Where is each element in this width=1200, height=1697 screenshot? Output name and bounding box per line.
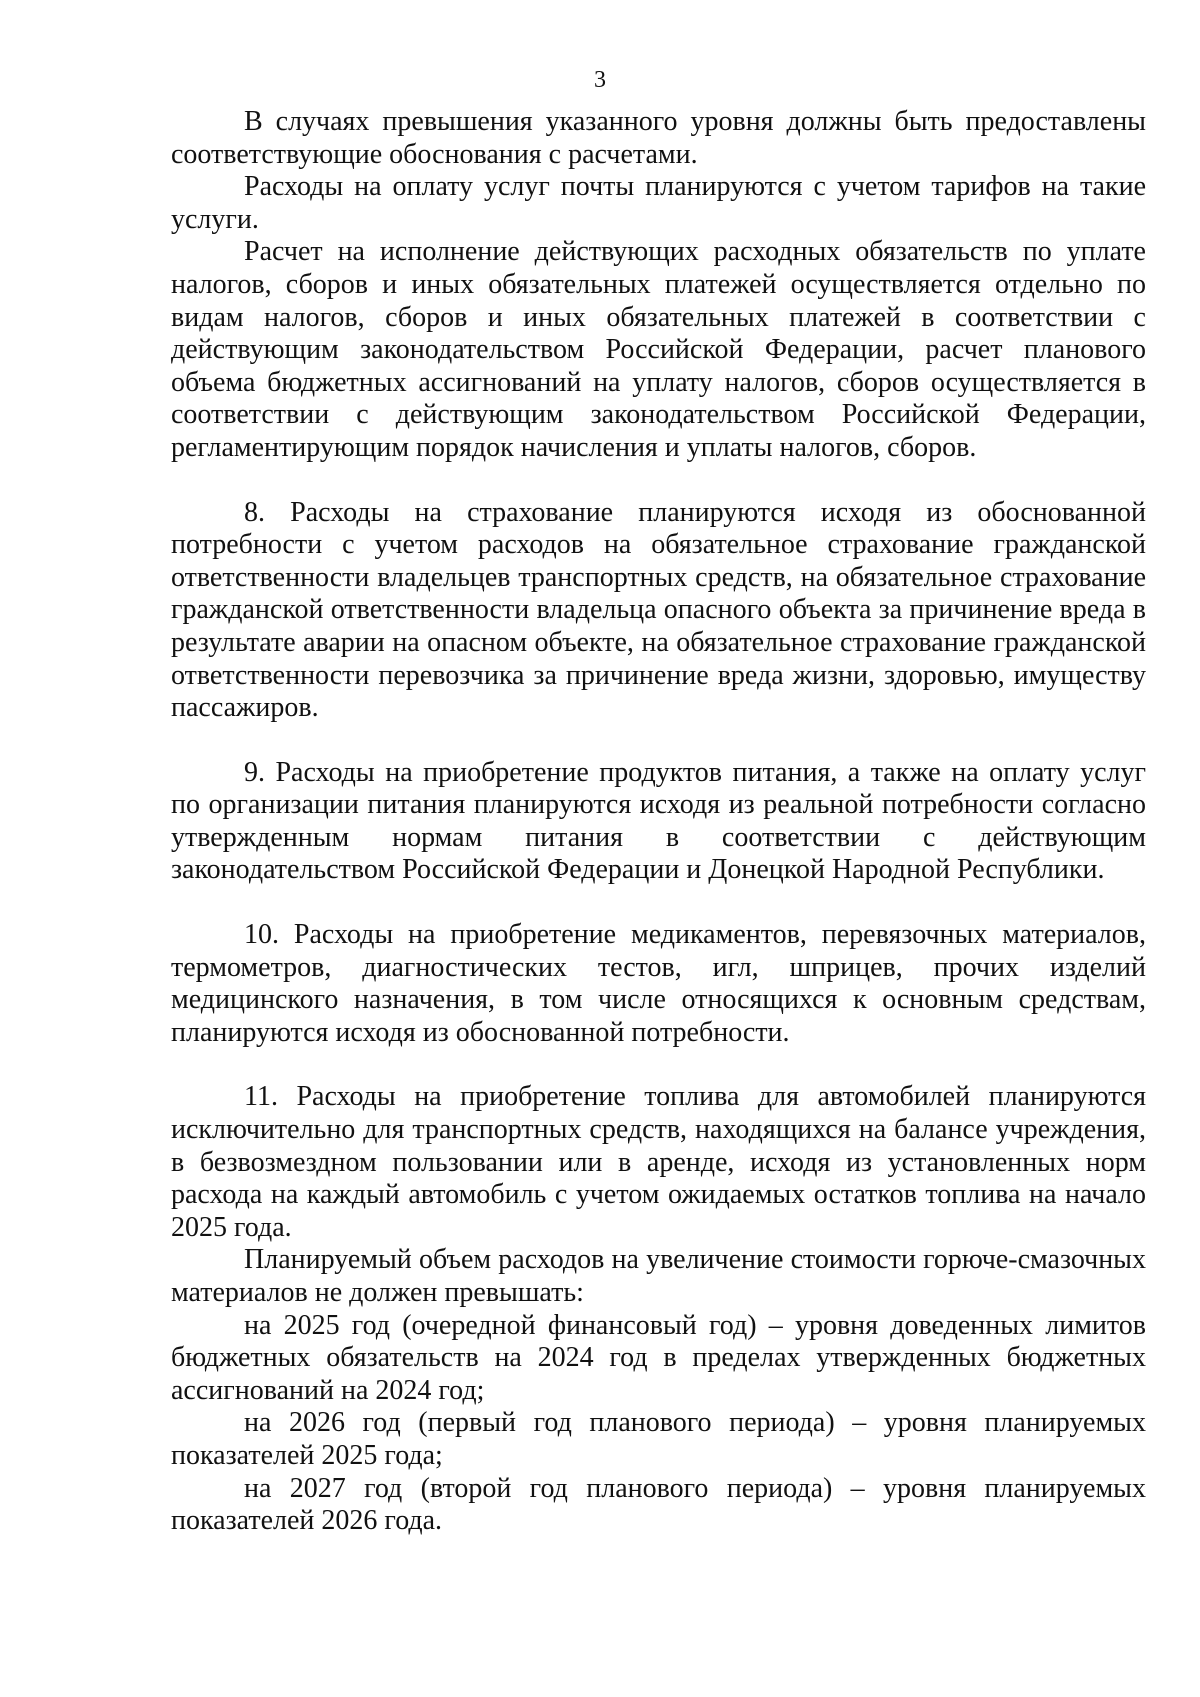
paragraph: Расчет на исполнение действующих расходных обязательств по уплате налогов, сборов и иных обязательных платежей осуществляется отдельно по видам налогов, сборов и иных обязательных платежей в соответствии с действующим законодательством Российской Федерации, расчет планового объема бюджетных ассигнований на уплату налогов, сборов осуществляется в соответствии с действующим законодательством Российской Федерации, регламентирующим порядок начисления и уплаты налогов, сборов. (171, 236, 1146, 463)
paragraph-item-10: 10. Расходы на приобретение медикаментов, перевязочных материалов, термометров, диагностических тестов, игл, шприцев, прочих изделий медицинского назначения, в том числе относящихся к основным средствам, планируются исходя из обоснованной потребности. (171, 919, 1146, 1048)
paragraph-item-9: 9. Расходы на приобретение продуктов питания, а также на оплату услуг по организации питания планируются исходя из реальной потребности согласно утвержденным нормам питания в соответствии с действующим законодательством Российской Федерации и Донецкой Народной Республики. (171, 756, 1146, 886)
paragraph: В случаях превышения указанного уровня должны быть предоставлены соответствующие обоснования с расчетами. (171, 106, 1146, 170)
paragraph-gap (171, 1049, 1146, 1081)
page-number: 3 (594, 67, 606, 93)
paragraph: Планируемый объем расходов на увеличение стоимости горюче-смазочных материалов не должен превышать: (171, 1244, 1146, 1308)
paragraph: Расходы на оплату услуг почты планируются с учетом тарифов на такие услуги. (171, 171, 1146, 235)
paragraph-item-8: 8. Расходы на страхование планируются исходя из обоснованной потребности с учетом расходов на обязательное страхование гражданской ответственности владельцев транспортных средств, на обязательное страхование гражданской ответственности владельца опасного объекта за причинение вреда в результате аварии на опасном объекте, на обязательное страхование гражданской ответственности перевозчика за причинение вреда жизни, здоровью, имуществу пассажиров. (171, 496, 1146, 724)
paragraph-gap (171, 887, 1146, 919)
document-body (171, 106, 1146, 1538)
paragraph: на 2026 год (первый год планового периода) – уровня планируемых показателей 2025 года; (171, 1407, 1146, 1471)
paragraph-gap (171, 725, 1146, 757)
paragraph-item-11: 11. Расходы на приобретение топлива для автомобилей планируются исключительно для транспортных средств, находящихся на балансе учреждения, в безвозмездном пользовании или в аренде, исходя из установленных норм расхода на каждый автомобиль с учетом ожидаемых остатков топлива на начало 2025 года. (171, 1081, 1146, 1243)
paragraph: на 2025 год (очередной финансовый год) – уровня доведенных лимитов бюджетных обязательств на 2024 год в пределах утвержденных бюджетных ассигнований на 2024 год; (171, 1309, 1146, 1406)
paragraph: на 2027 год (второй год планового периода) – уровня планируемых показателей 2026 года. (171, 1472, 1146, 1537)
paragraph-gap (171, 465, 1146, 497)
